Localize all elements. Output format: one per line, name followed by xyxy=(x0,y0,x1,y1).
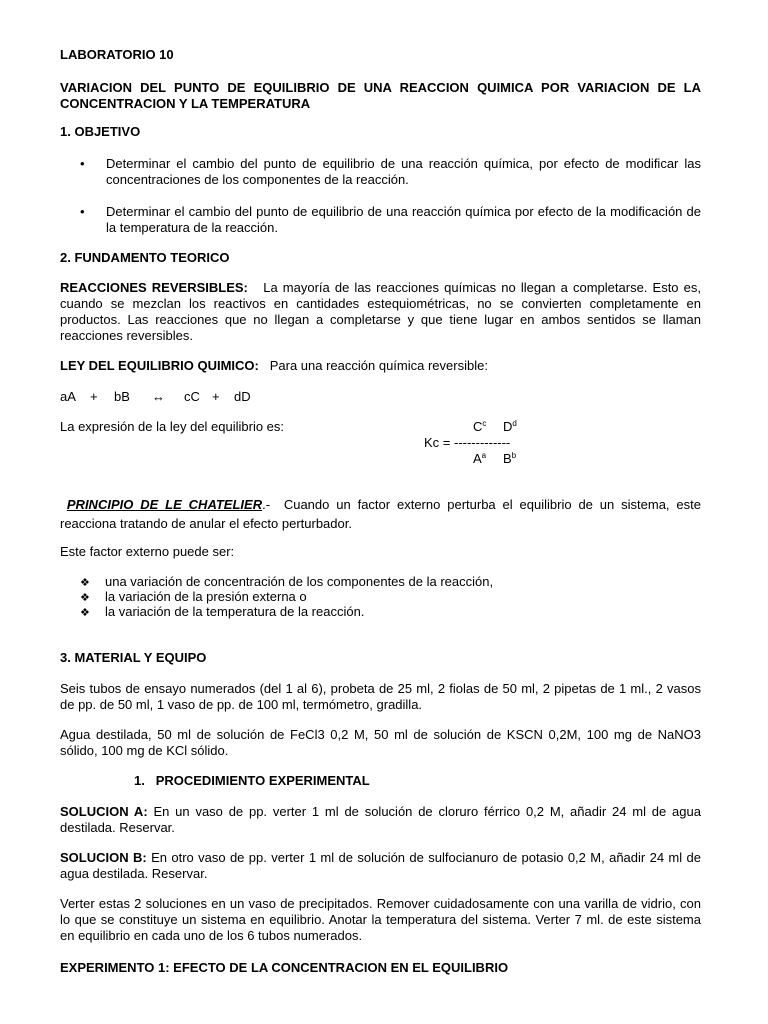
diamond-bullet-icon: ❖ xyxy=(80,607,90,619)
lab-title: LABORATORIO 10 xyxy=(60,47,174,62)
kc-fraction-line: Kc = ------------- xyxy=(424,435,511,450)
solution-b-paragraph xyxy=(60,850,701,882)
diamond-bullet-icon: ❖ xyxy=(80,577,90,589)
diamond-bullet-icon: ❖ xyxy=(80,592,90,604)
reversibles-text: La mayoría de las reacciones químicas no llegan a completarse. Esto es, cuando se mezclan los reactivos en cantidades estequiométricas, no se convierten completamente en productos. Las reacciones que no llegan a completarse y que tiene lugar en ambos sentidos se llaman reacciones reversibles. xyxy=(60,280,701,343)
numerator-c: $C^c$ xyxy=(473,419,487,434)
solution-a-paragraph xyxy=(60,804,701,836)
solution-b-text: En otro vaso de pp. verter 1 ml de solución de sulfocianuro de potasio 0,2 M, añadir 24 ml de agua destilada. Reservar. xyxy=(60,850,701,881)
section-4-number: 1. xyxy=(134,773,145,788)
section-3-heading: 3. MATERIAL Y EQUIPO xyxy=(60,650,207,665)
section-4-heading xyxy=(134,773,370,789)
reactant-a: aA xyxy=(60,389,76,404)
denominator-a: $A^a$ xyxy=(473,451,487,466)
material-paragraph-1: Seis tubos de ensayo numerados (del 1 al 6), probeta de 25 ml, 2 fiolas de 50 ml, 2 pipetas de 1 ml., 2 vasos de pp. de 50 ml, 1 vaso de pp. de 100 ml, termómetro, gradilla. xyxy=(60,681,701,712)
mix-paragraph: Verter estas 2 soluciones en un vaso de precipitados. Remover cuidadosamente con una varilla de vidrio, con lo que se constituye un sistema en equilibrio. Anotar la temperatura del sistema. Verter 7 ml. de este sistema en equilibrio en cada uno de los 6 tubos numerados. xyxy=(60,896,701,943)
factor-text: la variación de la temperatura de la reacción. xyxy=(105,604,365,619)
section-1-heading: 1. OBJETIVO xyxy=(60,124,141,139)
chatelier-paragraph xyxy=(60,495,701,533)
material-paragraph-2: Agua destilada, 50 ml de solución de FeCl3 0,2 M, 50 ml de solución de KSCN 0,2M, 100 mg de NaNO3 sólido, 100 mg de KCl sólido. xyxy=(60,727,701,758)
experiment-1-heading: EXPERIMENTO 1: EFECTO DE LA CONCENTRACION EN EL EQUILIBRIO xyxy=(60,960,509,975)
plus-sign: + xyxy=(212,389,220,404)
plus-sign: + xyxy=(90,389,98,404)
denominator-b: $B^b$ xyxy=(503,451,517,466)
reversibles-label: REACCIONES REVERSIBLES: xyxy=(60,280,248,295)
section-2-heading: 2. FUNDAMENTO TEORICO xyxy=(60,250,230,265)
reactant-b: bB xyxy=(114,389,130,404)
ley-label: LEY DEL EQUILIBRIO QUIMICO: xyxy=(60,358,259,373)
factor-text: la variación de la presión externa o xyxy=(105,589,307,604)
chatelier-label: PRINCIPIO DE LE CHATELIER xyxy=(66,497,263,512)
section-4-title: PROCEDIMIENTO EXPERIMENTAL xyxy=(155,773,370,788)
reversibles-paragraph xyxy=(60,280,701,344)
main-title: VARIACION DEL PUNTO DE EQUILIBRIO DE UNA REACCION QUIMICA POR VARIACION DE LA CONCENTRACION Y LA TEMPERATURA xyxy=(60,80,701,111)
bullet-icon: • xyxy=(80,156,85,171)
solution-a-label: SOLUCION A: xyxy=(60,804,148,819)
ley-paragraph xyxy=(60,358,488,374)
solution-a-text: En un vaso de pp. verter 1 ml de solución de cloruro férrico 0,2 M, añadir 24 ml de agua destilada. Reservar. xyxy=(60,804,701,835)
ley-text: Para una reacción química reversible: xyxy=(269,358,488,373)
numerator-d: $D^d$ xyxy=(503,419,517,434)
factor-intro: Este factor externo puede ser: xyxy=(60,544,235,559)
chatelier-sep: .- xyxy=(262,497,271,512)
equilibrium-arrow-icon: ↔ xyxy=(152,389,165,404)
bullet-icon: • xyxy=(80,204,85,219)
objective-text: Determinar el cambio del punto de equilibrio de una reacción química por efecto de la modificación de la temperatura de la reacción. xyxy=(106,204,701,235)
expression-label: La expresión de la ley del equilibrio es: xyxy=(60,419,285,434)
product-d: dD xyxy=(234,389,251,404)
factor-text: una variación de concentración de los componentes de la reacción, xyxy=(105,574,494,589)
chatelier-text: Cuando un factor externo perturba el equilibrio de un sistema, este reacciona tratando de anular el efecto perturbador. xyxy=(60,497,701,531)
objective-text: Determinar el cambio del punto de equilibrio de una reacción química, por efecto de modificar las concentraciones de los componentes de la reacción. xyxy=(106,156,701,187)
product-c: cC xyxy=(184,389,200,404)
solution-b-label: SOLUCION B: xyxy=(60,850,147,865)
